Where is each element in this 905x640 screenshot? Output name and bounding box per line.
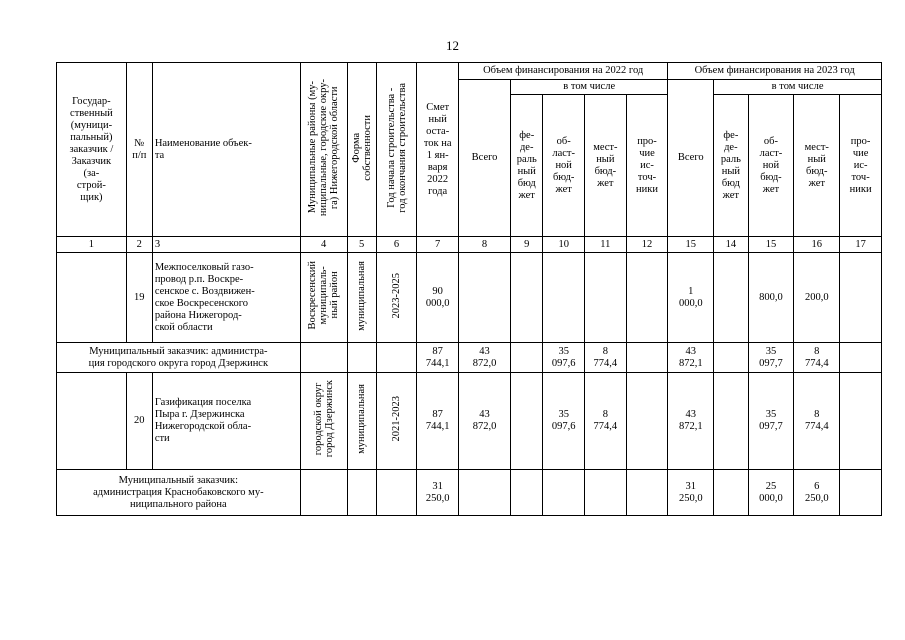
header-municipal-districts: Муниципальные районы (му- ниципальные, городские окру- га) Нижегородской области [307, 78, 341, 217]
regional-2022-cell: 35 097,6 [543, 343, 585, 373]
page-number: 12 [446, 38, 459, 53]
col-num: 12 [626, 237, 668, 253]
col-num: 7 [417, 237, 459, 253]
col-num: 15 [668, 237, 714, 253]
header-years: Год начала строительства - год окончания строительства [385, 82, 408, 213]
col-num: 15 [748, 237, 794, 253]
header-estimate: Смет ный оста- ток на 1 ян- варя 2022 года [417, 63, 459, 237]
total-2023-cell: 31 250,0 [668, 470, 714, 516]
district: городской округ город Дзержинск [312, 380, 335, 458]
header-federal-2023: фе- де- раль ный бюд жет [714, 95, 748, 237]
total-2023-cell: 43 872,1 [668, 343, 714, 373]
column-numbers-row [57, 237, 882, 253]
customer-label: Муниципальный заказчик: администрация Краснобаковского му- ниципального района [57, 470, 301, 516]
table-row-20 [57, 373, 882, 470]
local-2023-cell: 8 774,4 [794, 373, 840, 470]
col-num: 10 [543, 237, 585, 253]
col-num: 14 [714, 237, 748, 253]
col-num: 17 [840, 237, 882, 253]
header-including-2023: в том числе [714, 80, 882, 95]
ownership: муниципальная [356, 260, 368, 331]
estimate-cell: 87 744,1 [417, 373, 459, 470]
header-fin-2023: Объем финансирования на 2023 год [668, 63, 882, 80]
header-regional-2023: об- ласт- ной бюд- жет [748, 95, 794, 237]
object-name: Межпоселковый газо- провод р.п. Воскре- сенское с. Воздвижен- ское Воскресенского района Нижегород- ской области [152, 253, 300, 343]
header-total-2022: Всего [459, 80, 511, 237]
total-2022-cell: 43 872,0 [459, 343, 511, 373]
header-other-2023: про- чие ис- точ- ники [840, 95, 882, 237]
years: 2023-2025 [391, 272, 403, 319]
local-2022-cell: 8 774,4 [585, 373, 627, 470]
header-federal-2022: фе- де- раль ный бюд жет [511, 95, 543, 237]
header-other-2022: про- чие ис- точ- ники [626, 95, 668, 237]
col-num: 1 [57, 237, 127, 253]
col-num: 6 [376, 237, 417, 253]
header-fin-2022: Объем финансирования на 2022 год [459, 63, 668, 80]
customer-row-dzerzhinsk [57, 343, 882, 373]
col-num: 9 [511, 237, 543, 253]
total-2023-cell: 43 872,1 [668, 373, 714, 470]
estimate-cell: 90 000,0 [417, 253, 459, 343]
header-local-2022: мест- ный бюд- жет [585, 95, 627, 237]
regional-2023-cell: 25 000,0 [748, 470, 794, 516]
regional-2023-cell: 800,0 [748, 253, 794, 343]
regional-2023-cell: 35 097,7 [748, 373, 794, 470]
local-2023-cell: 200,0 [794, 253, 840, 343]
object-name: Газификация поселка Пыра г. Дзержинска Нижегородской обла- сти [152, 373, 300, 470]
col-num: 5 [347, 237, 376, 253]
years: 2021-2023 [391, 396, 403, 442]
header-ownership: Форма собственности [350, 114, 373, 181]
total-2022-cell: 43 872,0 [459, 373, 511, 470]
district: Воскресенский муниципаль- ный район [307, 261, 341, 330]
header-num: № п/п [126, 63, 152, 237]
financing-table [56, 62, 882, 516]
col-num: 2 [126, 237, 152, 253]
header-local-2023: мест- ный бюд- жет [794, 95, 840, 237]
estimate-cell: 87 744,1 [417, 343, 459, 373]
row-num: 19 [126, 253, 152, 343]
estimate-cell: 31 250,0 [417, 470, 459, 516]
local-2023-cell: 8 774,4 [794, 343, 840, 373]
ownership: муниципальная [356, 384, 368, 454]
col-num: 8 [459, 237, 511, 253]
header-regional-2022: об- ласт- ной бюд- жет [543, 95, 585, 237]
customer-label: Муниципальный заказчик: администра- ция городского округа город Дзержинск [57, 343, 301, 373]
header-object-name: Наименование объек- та [152, 63, 300, 237]
customer-row-krasnobakovsky [57, 470, 882, 516]
col-num: 3 [152, 237, 300, 253]
header-customer: Государ- ственный (муници- пальный) заказчик / Заказчик (за- строй- щик) [57, 63, 127, 237]
row-num: 20 [126, 373, 152, 470]
local-2022-cell: 8 774,4 [585, 343, 627, 373]
local-2023-cell: 6 250,0 [794, 470, 840, 516]
header-total-2023: Всего [668, 80, 714, 237]
col-num: 16 [794, 237, 840, 253]
regional-2023-cell: 35 097,7 [748, 343, 794, 373]
total-2023-cell: 1 000,0 [668, 253, 714, 343]
header-including-2022: в том числе [511, 80, 668, 95]
col-num: 11 [585, 237, 627, 253]
table-row-19 [57, 253, 882, 343]
col-num: 4 [300, 237, 347, 253]
regional-2022-cell: 35 097,6 [543, 373, 585, 470]
